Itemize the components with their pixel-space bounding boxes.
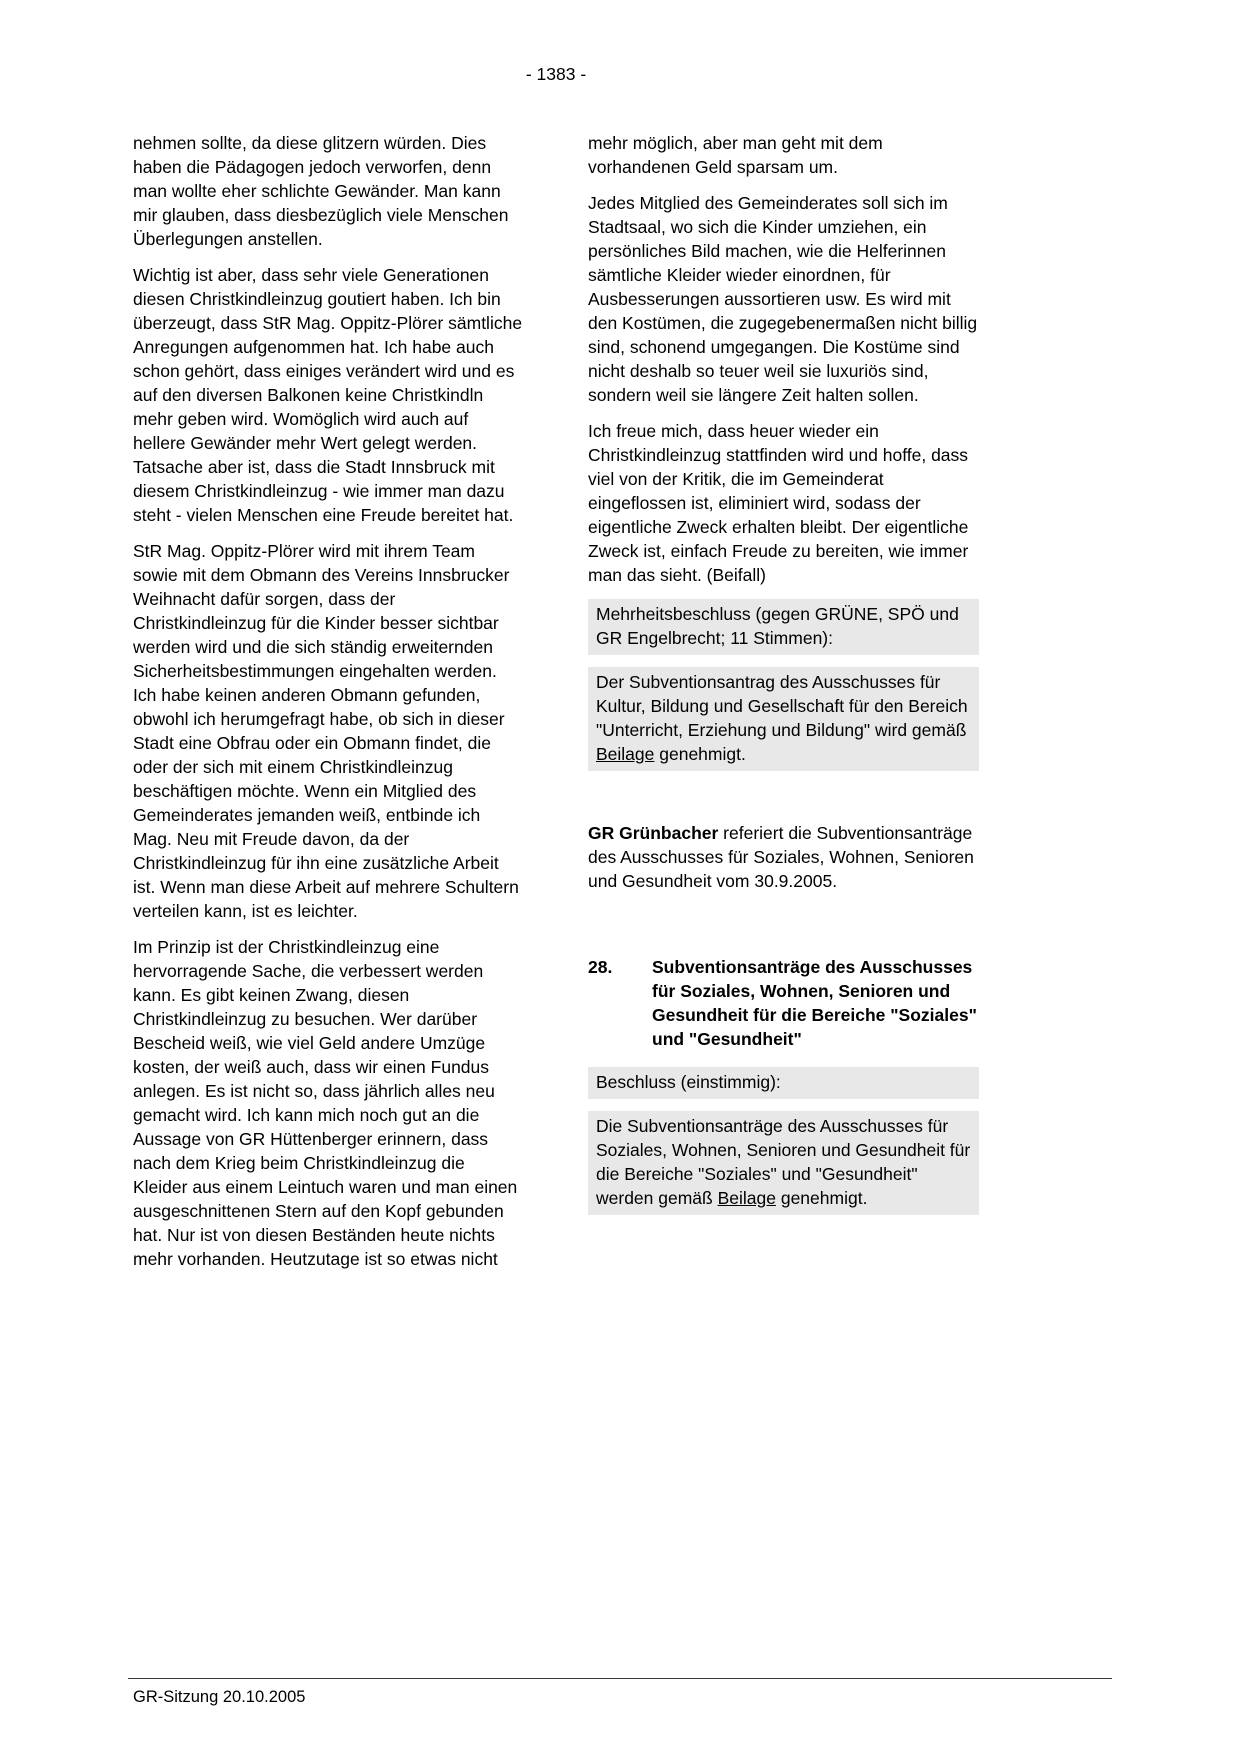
agenda-item-title: Subventionsanträge des Ausschusses für Soziales, Wohnen, Senioren und Gesundheit für die Bereiche "Soziales" und "Gesundheit" (652, 957, 977, 1049)
footer-text: GR-Sitzung 20.10.2005 (133, 1688, 306, 1706)
page-content (133, 131, 979, 1283)
agenda-item-heading (588, 955, 979, 1051)
resolution-text-after: genehmigt. (775, 1188, 868, 1208)
resolution-text-after: genehmigt. (654, 744, 746, 764)
resolution-body (588, 1111, 979, 1215)
page-number: - 1383 - (525, 64, 587, 84)
resolution-header: Mehrheitsbeschluss (gegen GRÜNE, SPÖ und GR Engelbrecht; 11 Stimmen): (588, 599, 979, 655)
paragraph: mehr möglich, aber man geht mit dem vorhandenen Geld sparsam um. (588, 133, 883, 177)
speaker-name: GR Grünbacher (588, 823, 719, 843)
resolution-text-before: Der Subventionsantrag des Ausschusses für Kultur, Bildung und Gesellschaft für den Bereich "Unterricht, Erziehung und Bildung" wird gemäß (596, 672, 968, 740)
speaker-text: referiert die Subventionsanträge des Ausschusses für Soziales, Wohnen, Senioren und Gesundheit vom 30.9.2005. (588, 823, 974, 891)
footer-divider (128, 1678, 1112, 1679)
agenda-item-number: 28. (588, 957, 613, 977)
right-column (588, 131, 979, 1227)
paragraph: StR Mag. Oppitz-Plörer wird mit ihrem Team sowie mit dem Obmann des Vereins Innsbrucker Weihnacht dafür sorgen, dass der Christkindleinzug für die Kinder besser sichtbar werden wird und die sich ständig erweiternden Sicherheitsbestimmungen eingehalten werden. Ich habe keinen anderen Obmann gefunden, obwohl ich herumgefragt habe, ob sich in dieser Stadt eine Obfrau oder ein Obmann findet, die oder der sich mit einem Christkindleinzug beschäftigen möchte. Wenn ein Mitglied des Gemeinderates jemanden weiß, entbinde ich Mag. Neu mit Freude davon, da der Christkindleinzug für ihn eine zusätzliche Arbeit ist. Wenn man diese Arbeit auf mehrere Schultern verteilen kann, ist es leichter. (133, 541, 519, 921)
resolution-header: Beschluss (einstimmig): (588, 1067, 979, 1099)
paragraph: Im Prinzip ist der Christkindleinzug eine hervorragende Sache, die verbessert werden kann. Es gibt keinen Zwang, diesen Christkindleinzug zu besuchen. Wer darüber Bescheid weiß, wie viel Geld andere Umzüge kosten, der weiß auch, dass wir einen Fundus anlegen. Es ist nicht so, dass jährlich alles neu gemacht wird. Ich kann mich noch gut an die Aussage von GR Hüttenberger erinnern, dass nach dem Krieg beim Christkindleinzug die Kleider aus einem Leintuch waren und man einen ausgeschnittenen Stern auf den Kopf gebunden hat. Nur ist von diesen Beständen heute nichts mehr vorhanden. Heutzutage ist so etwas nicht (133, 937, 518, 1269)
resolution-body (588, 667, 979, 771)
paragraph: Ich freue mich, dass heuer wieder ein Christkindleinzug stattfinden wird und hoffe, dass viel von der Kritik, die im Gemeinderat eingeflossen ist, eliminiert wird, sodass der eigentliche Zweck erhalten bleibt. Der eigentliche Zweck ist, einfach Freude zu bereiten, wie immer man das sieht. (Beifall) (588, 421, 969, 585)
resolution-text-before: Die Subventionsanträge des Ausschusses für Soziales, Wohnen, Senioren und Gesundheit für die Bereiche "Soziales" und "Gesundheit" werden gemäß (596, 1116, 971, 1208)
paragraph: Jedes Mitglied des Gemeinderates soll sich im Stadtsaal, wo sich die Kinder umziehen, ein persönliches Bild machen, wie die Helferinnen sämtliche Kleider wieder einordnen, für Ausbesserungen aussortieren usw. Es wird mit den Kostümen, die zugegebenermaßen nicht billig sind, schonend umgegangen. Die Kostüme sind nicht deshalb so teuer weil sie luxuriös sind, sondern weil sie längere Zeit halten sollen. (588, 193, 978, 405)
paragraph: Wichtig ist aber, dass sehr viele Generationen diesen Christkindleinzug goutiert haben. Ich bin überzeugt, dass StR Mag. Oppitz-Plörer sämtliche Anregungen aufgenommen hat. Ich habe auch schon gehört, dass einiges verändert wird und es auf den diversen Balkonen keine Christkindln mehr geben wird. Womöglich wird auch auf hellere Gewänder mehr Wert gelegt werden. Tatsache aber ist, dass die Stadt Innsbruck mit diesem Christkindleinzug - wie immer man dazu steht - vielen Menschen eine Freude bereitet hat. (133, 265, 523, 525)
beilage-reference: Beilage (717, 1188, 776, 1208)
left-column (133, 131, 524, 1283)
beilage-reference: Beilage (596, 744, 655, 764)
paragraph: nehmen sollte, da diese glitzern würden. Dies haben die Pädagogen jedoch verworfen, denn man wollte eher schlichte Gewänder. Man kann mir glauben, dass diesbezüglich viele Menschen Überlegungen anstellen. (133, 133, 509, 249)
speaker-paragraph (588, 821, 979, 893)
